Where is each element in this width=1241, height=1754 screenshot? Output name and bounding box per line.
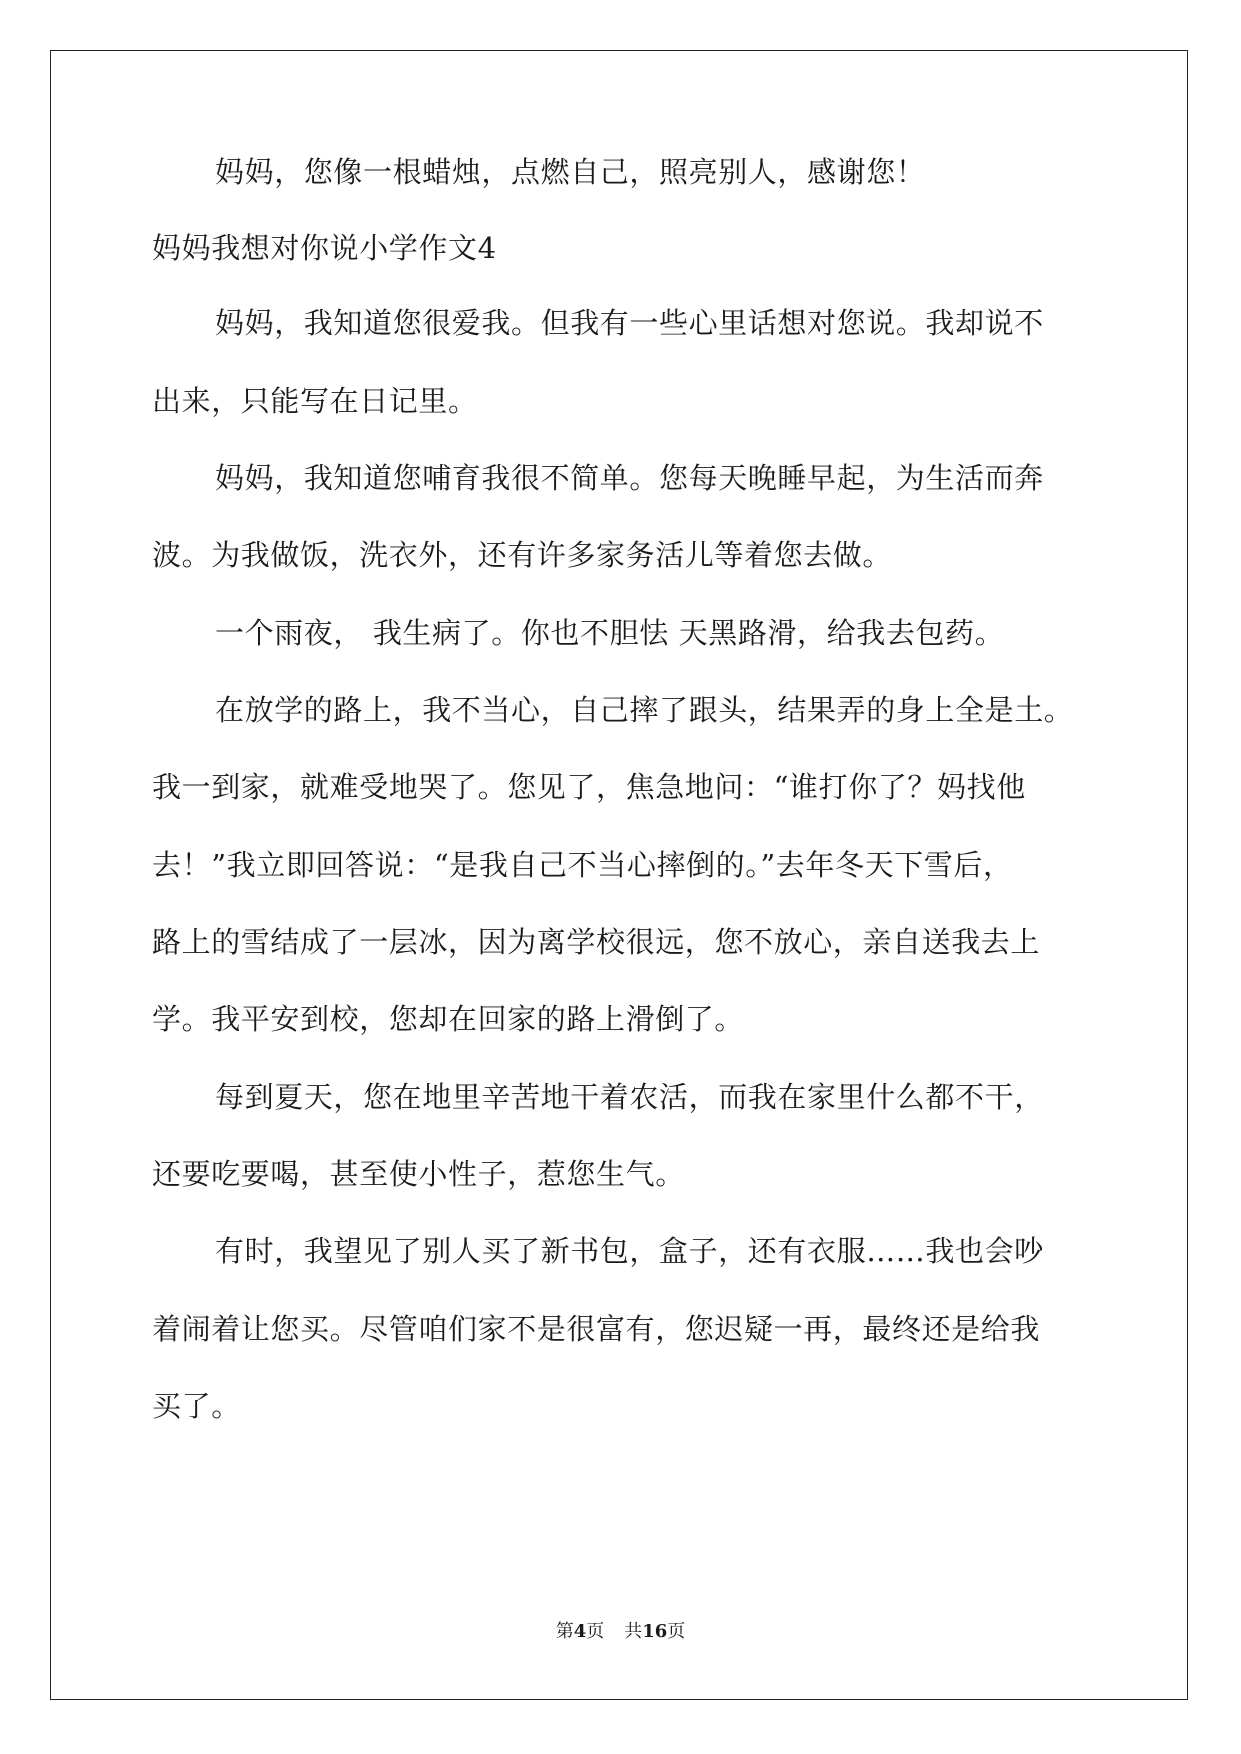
page-prefix: 第 <box>555 1621 574 1642</box>
total-suffix: 页 <box>667 1621 686 1642</box>
paragraph-line: 我一到家，就难受地哭了。您见了，焦急地问：“谁打你了？妈找他 <box>152 770 1026 804</box>
paragraph-line: 买了。 <box>152 1389 241 1423</box>
total-prefix: 共 <box>624 1621 643 1642</box>
paragraph-line: 妈妈，我知道您哺育我很不简单。您每天晚睡早起，为生活而奔 <box>215 461 1044 495</box>
page-number: 4 <box>573 1621 587 1642</box>
paragraph-line: 波。为我做饭，洗衣外，还有许多家务活儿等着您去做。 <box>152 538 893 572</box>
paragraph-line: 还要吃要喝，甚至使小性子，惹您生气。 <box>152 1157 685 1191</box>
paragraph-line: 路上的雪结成了一层冰，因为离学校很远，您不放心，亲自送我去上 <box>152 925 1041 959</box>
paragraph-line: 每到夏天，您在地里辛苦地干着农活，而我在家里什么都不干， <box>215 1080 1044 1114</box>
page-suffix: 页 <box>586 1621 605 1642</box>
total-pages: 16 <box>642 1621 668 1642</box>
paragraph-line: 一个雨夜， 我生病了。你也不胆怯 天黑路滑，给我去包药。 <box>215 616 1005 650</box>
paragraph-line: 妈妈，我知道您很爱我。但我有一些心里话想对您说。我却说不 <box>215 306 1044 340</box>
paragraph-line: 去！”我立即回答说：“是我自己不当心摔倒的。”去年冬天下雪后， <box>152 848 1013 882</box>
paragraph-line: 出来，只能写在日记里。 <box>152 384 478 418</box>
paragraph-line: 学。我平安到校，您却在回家的路上滑倒了。 <box>152 1002 745 1036</box>
paragraph-line: 在放学的路上，我不当心，自己摔了跟头，结果弄的身上全是土。 <box>215 693 1074 727</box>
paragraph-line: 有时，我望见了别人买了新书包，盒子，还有衣服……我也会吵 <box>215 1234 1044 1268</box>
page-footer <box>0 1623 1241 1641</box>
paragraph-line: 着闹着让您买。尽管咱们家不是很富有，您迟疑一再，最终还是给我 <box>152 1312 1041 1346</box>
paragraph-line: 妈妈，您像一根蜡烛，点燃自己，照亮别人，感谢您！ <box>215 155 926 189</box>
section-heading: 妈妈我想对你说小学作文4 <box>152 231 497 265</box>
